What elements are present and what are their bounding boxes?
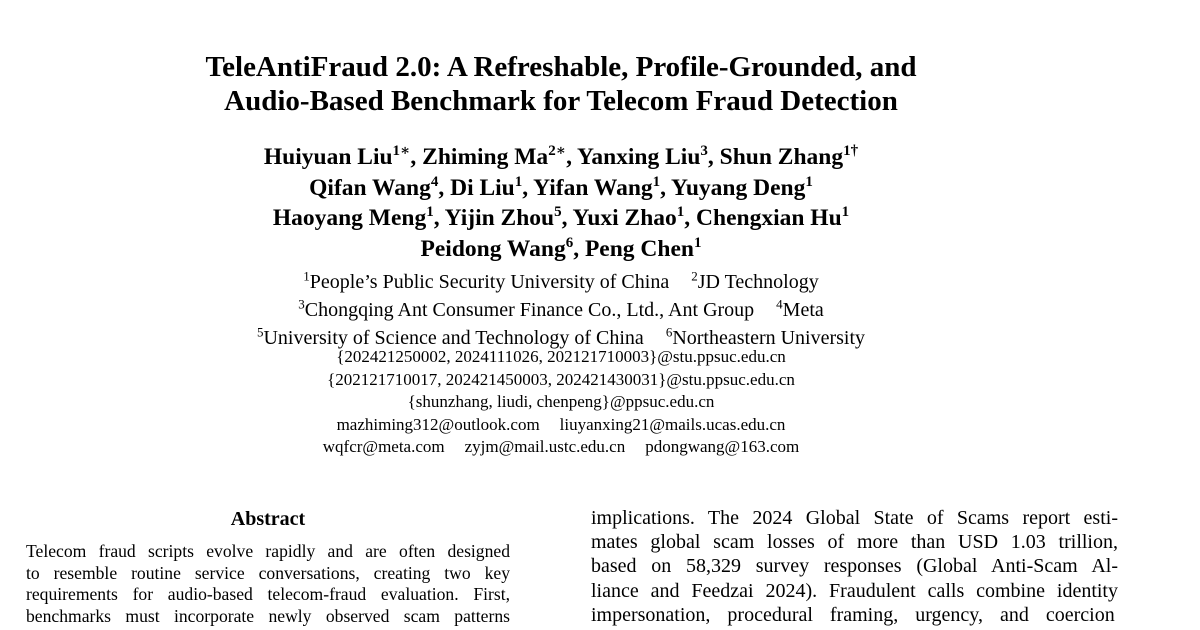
author-name: Huiyuan Liu — [263, 144, 393, 170]
author-line-3: Haoyang Meng$^1$, Yijin Zhou$^5$, Yuxi Zhao$^1$, Chengxian Hu$^1$ — [272, 204, 850, 231]
affiliation-name: Northeastern University — [672, 327, 866, 349]
author-name: Peidong Wang — [420, 235, 566, 262]
author-affiliation-mark: 1 — [841, 204, 850, 221]
abstract-line: requirements for audio-based telecom-fraud evaluation. First, — [26, 584, 510, 604]
author-name: Shun Zhang — [719, 144, 844, 170]
intro-line: based on 58,329 survey responses (Global Anti-Scam Al- — [591, 555, 1118, 578]
abstract-body — [26, 541, 510, 627]
email-line-4 — [0, 414, 1122, 437]
author-affiliation-mark: 3 — [700, 143, 708, 160]
affiliation-mark: 5 — [256, 324, 264, 340]
author-line-2: Qifan Wang$^4$, Di Liu$^1$, Yifan Wang$^1$, Yuyang Deng$^1$ — [309, 173, 813, 201]
author-name: Chengxian Hu — [696, 205, 842, 231]
author-list — [0, 142, 1122, 264]
affiliation-mark: 6 — [665, 324, 673, 340]
affiliation-name: Meta — [782, 299, 824, 321]
author-name: Haoyang Meng — [272, 205, 427, 231]
affiliation-name: University of Science and Technology of China — [263, 327, 644, 349]
author-affiliation-mark: 1† — [843, 143, 859, 160]
author-affiliation-mark: 1 — [426, 204, 434, 221]
author-name: Yijin Zhou — [444, 205, 555, 231]
author-name: Yuxi Zhao — [572, 205, 677, 231]
paper-title-line-2: Audio-Based Benchmark for Telecom Fraud Detection — [224, 85, 898, 117]
affiliation-mark: 2 — [691, 268, 698, 284]
intro-line: mates global scam losses of more than USD 1.03 trillion, — [591, 531, 1118, 554]
affiliation-mark: 4 — [776, 296, 783, 312]
author-line-4: Peidong Wang$^6$, Peng Chen$^1$ — [420, 234, 702, 262]
author-affiliation-mark: 1∗ — [392, 143, 411, 160]
author-affiliation-mark: 1 — [805, 173, 813, 190]
author-affiliation-mark: 1 — [676, 204, 685, 221]
intro-line: liance and Feedzai 2024). Fraudulent calls combine identity — [591, 579, 1118, 602]
email-line-5 — [0, 436, 1122, 459]
affiliation-name: JD Technology — [697, 271, 819, 293]
author-affiliation-mark: 6 — [565, 234, 574, 251]
author-name: Yifan Wang — [533, 174, 653, 201]
author-name: Yuyang Deng — [671, 174, 806, 201]
affiliation-name: People’s Public Security University of China — [309, 271, 670, 293]
email-address[interactable]: pdongwang@163.com — [645, 437, 800, 456]
intro-body — [591, 506, 1118, 627]
paper-title — [0, 50, 1122, 118]
author-name: Di Liu — [450, 174, 515, 201]
affiliation-mark: 1 — [303, 268, 310, 284]
author-affiliation-mark: 1 — [693, 234, 702, 251]
email-address[interactable]: wqfcr@meta.com — [322, 437, 445, 456]
author-affiliation-mark: 1 — [514, 173, 523, 190]
intro-line: impersonation, procedural framing, urgency, and coercion — [591, 603, 1115, 626]
affiliation-mark: 3 — [298, 296, 305, 312]
intro-line: implications. The 2024 Global State of Scams report esti- — [591, 507, 1118, 529]
affiliation-list — [0, 268, 1122, 352]
email-line-1[interactable]: {202421250002, 2024111026, 202121710003}@stu.ppsuc.edu.cn — [336, 347, 786, 366]
email-line-3[interactable]: {shunzhang, liudi, chenpeng}@ppsuc.edu.cn — [407, 392, 715, 411]
author-name: Qifan Wang — [309, 174, 431, 201]
affiliation-name: Chongqing Ant Consumer Finance Co., Ltd., Ant Group — [304, 299, 755, 321]
abstract-heading: Abstract — [230, 508, 306, 530]
paper-title-line-1: TeleAntiFraud 2.0: A Refreshable, Profile-Grounded, and — [205, 51, 917, 83]
email-address[interactable]: mazhiming312@outlook.com — [336, 414, 540, 434]
author-name: Zhiming Ma — [422, 144, 549, 170]
email-list — [0, 346, 1122, 459]
abstract-line: Telecom fraud scripts evolve rapidly and are often designed — [26, 541, 510, 561]
affiliation-line-2 — [0, 296, 1122, 324]
author-affiliation-mark: 2∗ — [548, 143, 567, 160]
email-address[interactable]: liuyanxing21@mails.ucas.edu.cn — [559, 414, 786, 434]
author-affiliation-mark: 5 — [554, 204, 562, 221]
email-line-2[interactable]: {202121710017, 202421450003, 202421430031}@stu.ppsuc.edu.cn — [327, 369, 795, 389]
author-affiliation-mark: 4 — [430, 173, 439, 190]
email-address[interactable]: zyjm@mail.ustc.edu.cn — [464, 437, 626, 456]
author-name: Peng Chen — [584, 235, 694, 262]
abstract-line: benchmarks must incorporate newly observed scam patterns — [26, 605, 510, 626]
author-line-1: Huiyuan Liu$^{1∗}$, Zhiming $Ma^{2∗}$, Yanxing Liu$^3$, Shun Zhang$^{1\dagger}$ — [263, 143, 859, 170]
author-affiliation-mark: 1 — [652, 173, 661, 190]
abstract-line: to resemble routine service conversations, creating two key — [26, 562, 510, 583]
affiliation-line-1 — [0, 268, 1122, 296]
author-name: Yanxing Liu — [576, 144, 701, 170]
